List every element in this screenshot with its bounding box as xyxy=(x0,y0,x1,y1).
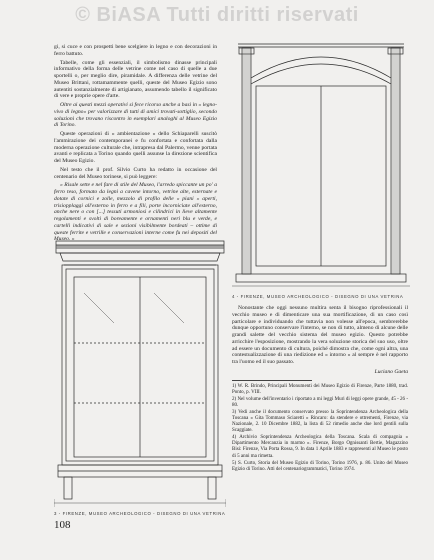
footnote: 2) Nel volume dell'inventario i riportato a mi leggi Muri di leggi opere grande, 45 - 26 - 80. xyxy=(232,396,408,408)
footnote: 5) S. Curto, Storia del Museo Egizio di Torino, Torino 1976, p. 86. Unito del Museo Egizio di Torino. Atti del centenariogrammatici, Torino 1974. xyxy=(232,460,408,472)
paragraph: Tabelle, come gli essenziali, il simbolismo dinasse principali informativo della forma delle vetrine come nel caso di quelle a due sportelli o, per meglio dire, piramidale. A differenza delle vetrine del Museo Brittani, rottamammente quelli, queste del Museo Egizio sono autentiti sostanzialmente di artigianato, assumendo tabello il significato di vere e proprie opere d'arte. xyxy=(54,59,217,100)
paragraph: Nel testo che il prof. Silvio Curto ha redatto in occasione del centenario del Museo torinese, si può leggere: xyxy=(54,166,217,180)
vitrine-drawing-arched xyxy=(232,38,410,294)
left-text-column xyxy=(54,44,217,245)
footnote: 3) Vedi anche il documento conservato presso la Soprintendenza Archeologica della Toscana « Gita Tommaso Sciaretti » Rincaro: da stendere e ottrementi, Firenze, via Nazionale, 2. 10 Dicembre 1882, la lista di 52 rimedio anche due lord gentili sulla Scaggiate. xyxy=(232,409,408,434)
paragraph: Oltre ai questi mezzi operativi si fece ricorso anche a basi in « legno-vivo di legno» per valorizzare di tutti di amici trovati-sottiglio, secondo soluzioni che trovano riscontro in esemplari analoghi al Museo Egizio di Torino. xyxy=(54,102,217,129)
footnotes xyxy=(232,384,408,473)
paragraph: Queste operazioni di « ambientazione » dello Schiaparelli suscitò l'ammirazione dei contemporanei e fu confortata e confortata dalla moderna operazione culturale che, intrapresa dal Palermo, venne portata avanti e replicata a Torino quando quelli assunse la direzione scientifica del Museo Egizio. xyxy=(54,131,217,164)
block-quote: « Risale sette e nel fare di stile del Museo, l'arredo spiccante un po' a ferro teso, formato da legni a cavene intorno, vetrine alte, esternate e dotate di cornici e zolle, mezzolo di profilo delle « piani » aperti, trisiopplaggi all'esterno in ferro e a fili, porte incorniciate all'esterno, anche nere o con [...] tessuti armoniosi e cilindrici in lieve altamente regolamenti e svolti di boreamente e ornamenti neri blu e verde, e cartelli indicativi di sale e sezioni visibilmente bordeati – ottime di queste ferrite e vetrille e conservazioni interne come fu nei depositi del Museo. » xyxy=(54,182,217,243)
right-text-column xyxy=(232,305,408,474)
footnote: 4) Archivio Soprintendenza Archeologica della Toscana. Scala di compagnia « Dipartimento Mercanzia in marmo ». Firenze, Borgo Ognissanti Bertie, Magazzino Bisi: Firenze, Via Porta Rossa, 9. In data 1 Aprile 1883 e rappresenti al Museo le posto di 5 anni ma rimetta. xyxy=(232,435,408,459)
page-number: 108 xyxy=(54,519,71,531)
figure-caption-right: 4 - FIRENZE, MUSEO ARCHEOLOGICO - DISEGNO DI UNA VETRINA xyxy=(232,294,404,299)
vitrine-drawing-large xyxy=(54,233,226,511)
figure-caption-left: 3 - FIRENZE, MUSEO ARCHEOLOGICO - DISEGNO DI UNA VETRINA xyxy=(54,511,226,516)
watermark: © BiASA Tutti diritti riservati xyxy=(75,4,359,26)
author-signature: Luciano Gaeta xyxy=(374,368,408,375)
footnote-divider xyxy=(232,380,312,381)
footnote: 1) W. R. Brindo, Principali Monumenti dei Museo Egizio di Firenze, Parte 1880, trad. Ponto, p. VIII. xyxy=(232,383,408,395)
paragraph: Nonostante che oggi nessuno multira senta il bisogno riprofessionali il vecchio museo e di dimenticare una sua mortificazione, di un caso così particolare e individuando che tuttavia non volesse all'epoca, sembrerebbe dunque opportuno conservare l'interno, se non di tutto, almeno di alcune delle grandi salette del vecchio sistema del museo egizio. Questo potrebbe arricchire l'esposizione, mostrando la vera soluzione storica del suo uso, oltre ad essere un documento di cultura, poiché dimostra che, come ogni altra, una contestualizzazione di una riedizione ed « intorno » al sempre è nel rapporto tra l'uomo ed il suo passato. xyxy=(232,305,408,365)
paragraph: gi, si cuce e con prospetti bene scelgiere in legno e con decorazioni in ferro battuto. xyxy=(54,44,217,57)
